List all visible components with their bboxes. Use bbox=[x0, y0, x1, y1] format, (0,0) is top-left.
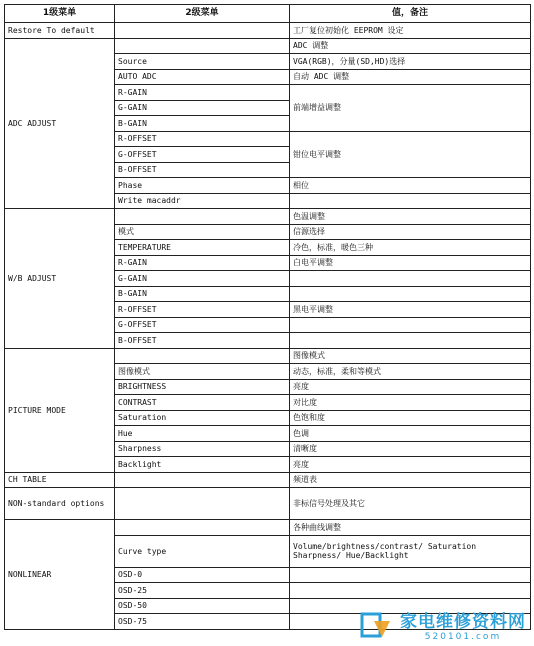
note-cell: 色饱和度 bbox=[290, 410, 531, 426]
level2-cell: 图像模式 bbox=[115, 364, 290, 380]
level2-cell: R-GAIN bbox=[115, 85, 290, 101]
note-cell: 对比度 bbox=[290, 395, 531, 411]
watermark bbox=[360, 607, 526, 642]
note-cell: Volume/brightness/contrast/ Saturation Sharpness/ Hue/Backlight bbox=[290, 535, 531, 567]
note-cell: 相位 bbox=[290, 178, 531, 194]
level2-cell: B-OFFSET bbox=[115, 333, 290, 349]
note-cell: 自动 ADC 调整 bbox=[290, 69, 531, 85]
note-cell: 亮度 bbox=[290, 457, 531, 473]
note-cell: 工厂复位初始化 EEPROM 设定 bbox=[290, 23, 531, 39]
site-logo-icon bbox=[360, 611, 394, 639]
level2-cell bbox=[115, 520, 290, 536]
table-row bbox=[5, 209, 531, 225]
level1-cell: NONLINEAR bbox=[5, 520, 115, 630]
note-cell: 色调 bbox=[290, 426, 531, 442]
level2-cell: BRIGHTNESS bbox=[115, 379, 290, 395]
level2-cell: Saturation bbox=[115, 410, 290, 426]
table-row bbox=[5, 23, 531, 39]
note-cell bbox=[290, 567, 531, 583]
note-cell: 钳位电平调整 bbox=[290, 131, 531, 178]
level2-cell bbox=[115, 348, 290, 364]
note-cell: 信源选择 bbox=[290, 224, 531, 240]
level2-cell: OSD-0 bbox=[115, 567, 290, 583]
header-level1: 1级菜单 bbox=[5, 5, 115, 23]
note-cell: 频道表 bbox=[290, 472, 531, 488]
level2-cell: Curve type bbox=[115, 535, 290, 567]
level2-cell: OSD-50 bbox=[115, 598, 290, 614]
note-cell: 白电平调整 bbox=[290, 255, 531, 271]
level1-cell: Restore To default bbox=[5, 23, 115, 39]
level2-cell: 模式 bbox=[115, 224, 290, 240]
note-cell: 黑电平调整 bbox=[290, 302, 531, 318]
menu-table bbox=[4, 4, 531, 630]
note-cell: 非标信号处理及其它 bbox=[290, 488, 531, 520]
header-row bbox=[5, 5, 531, 23]
note-cell bbox=[290, 333, 531, 349]
note-cell: 清晰度 bbox=[290, 441, 531, 457]
watermark-url: 520101.com bbox=[424, 632, 502, 642]
note-cell: 各种曲线调整 bbox=[290, 520, 531, 536]
level2-cell: B-GAIN bbox=[115, 116, 290, 132]
level2-cell: Backlight bbox=[115, 457, 290, 473]
level1-cell: ADC ADJUST bbox=[5, 38, 115, 209]
header-level2: 2级菜单 bbox=[115, 5, 290, 23]
note-cell bbox=[290, 286, 531, 302]
level1-cell: PICTURE MODE bbox=[5, 348, 115, 472]
note-cell: VGA(RGB)，分量(SD,HD)选择 bbox=[290, 54, 531, 70]
note-cell: 前端增益调整 bbox=[290, 85, 531, 132]
level2-cell: CONTRAST bbox=[115, 395, 290, 411]
level2-cell bbox=[290, 193, 531, 209]
level2-cell: Sharpness bbox=[115, 441, 290, 457]
table-row bbox=[5, 472, 531, 488]
note-cell bbox=[290, 271, 531, 287]
level2-cell bbox=[115, 209, 290, 225]
level2-cell: G-OFFSET bbox=[115, 147, 290, 163]
note-cell bbox=[290, 583, 531, 599]
level2-cell: B-GAIN bbox=[115, 286, 290, 302]
level2-cell: G-GAIN bbox=[115, 100, 290, 116]
level2-cell: AUTO ADC bbox=[115, 69, 290, 85]
header-value-note: 值，备注 bbox=[290, 5, 531, 23]
level2-cell bbox=[115, 488, 290, 520]
note-cell: 动态，标准，柔和等模式 bbox=[290, 364, 531, 380]
table-row bbox=[5, 488, 531, 520]
level2-cell: G-OFFSET bbox=[115, 317, 290, 333]
note-cell bbox=[290, 317, 531, 333]
watermark-title: 家电维修资料网 bbox=[400, 612, 526, 632]
level1-cell: Write macaddr bbox=[115, 193, 290, 209]
level2-cell: R-OFFSET bbox=[115, 302, 290, 318]
level2-cell bbox=[115, 472, 290, 488]
level2-cell bbox=[115, 23, 290, 39]
level2-cell: OSD-75 bbox=[115, 614, 290, 630]
table-row bbox=[5, 520, 531, 536]
level1-cell: CH TABLE bbox=[5, 472, 115, 488]
table-row bbox=[5, 38, 531, 54]
level2-cell: OSD-25 bbox=[115, 583, 290, 599]
level1-cell: W/B ADJUST bbox=[5, 209, 115, 349]
note-cell: ADC 调整 bbox=[290, 38, 531, 54]
level2-cell: G-GAIN bbox=[115, 271, 290, 287]
level2-cell: R-GAIN bbox=[115, 255, 290, 271]
table-row bbox=[5, 348, 531, 364]
level1-cell: NON-standard options bbox=[5, 488, 115, 520]
level2-cell: Phase bbox=[115, 178, 290, 194]
level2-cell: B-OFFSET bbox=[115, 162, 290, 178]
note-cell: 亮度 bbox=[290, 379, 531, 395]
note-cell: 冷色，标准，暖色三种 bbox=[290, 240, 531, 256]
level2-cell bbox=[115, 38, 290, 54]
level2-cell: TEMPERATURE bbox=[115, 240, 290, 256]
level2-cell: Source bbox=[115, 54, 290, 70]
note-cell: 图像模式 bbox=[290, 348, 531, 364]
level2-cell: R-OFFSET bbox=[115, 131, 290, 147]
note-cell: 色温调整 bbox=[290, 209, 531, 225]
level2-cell: Hue bbox=[115, 426, 290, 442]
